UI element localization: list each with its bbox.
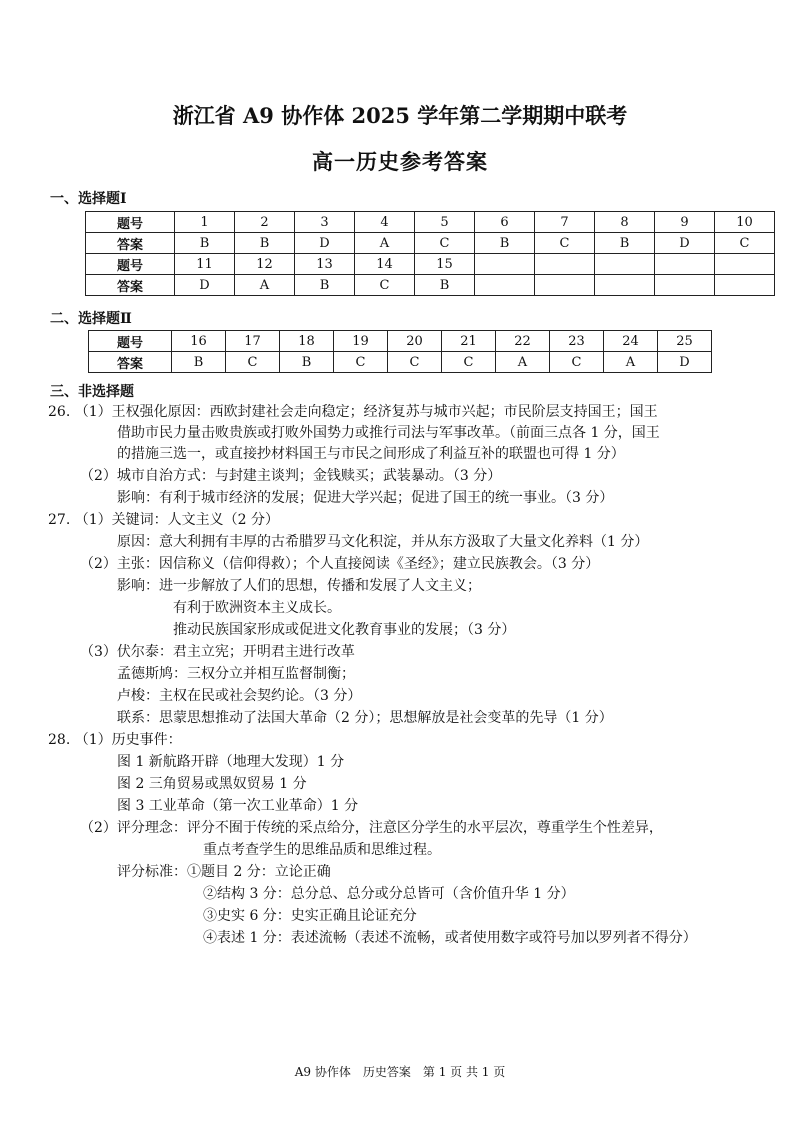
table-cell: B (172, 352, 226, 373)
table-cell (715, 275, 775, 296)
table-cell (475, 275, 535, 296)
answer-line: 26. （1）王权强化原因：西欧封建社会走向稳定；经济复苏与城市兴起；市民阶层支持国王；国王 (48, 404, 658, 420)
answer-line: 28. （1）历史事件： (48, 732, 182, 748)
document-subtitle: 高一历史参考答案 (312, 149, 488, 174)
table-row (89, 331, 712, 352)
table-cell: B (595, 233, 655, 254)
row-header-cell: 题号 (89, 331, 172, 352)
answer-line: 评分标准：①题目 2 分：立论正确 (117, 864, 331, 880)
answer-line: 推动民族国家形成或促进文化教育事业的发展；（3 分） (173, 622, 516, 638)
table-row (86, 254, 775, 275)
table-cell: C (442, 352, 496, 373)
table-cell: 5 (415, 212, 475, 233)
row-header-cell: 答案 (89, 352, 172, 373)
table-cell: D (655, 233, 715, 254)
row-header-cell: 答案 (86, 275, 175, 296)
table-cell: 6 (475, 212, 535, 233)
table-cell: A (235, 275, 295, 296)
answer-line: 重点考查学生的思维品质和思维过程。 (203, 842, 441, 858)
table-cell: 20 (388, 331, 442, 352)
section-heading-choice-2: 二、选择题Ⅱ (50, 311, 132, 327)
answer-line: 原因：意大利拥有丰厚的古希腊罗马文化积淀，并从东方汲取了大量文化养料（1 分） (117, 534, 649, 550)
table-cell: 8 (595, 212, 655, 233)
table-cell (595, 254, 655, 275)
answer-line: 孟德斯鸠：三权分立并相互监督制衡； (117, 666, 355, 682)
answer-line: （3）伏尔泰：君主立宪；开明君主进行改革 (80, 644, 355, 660)
answer-line: ④表述 1 分：表述流畅（表述不流畅，或者使用数字或符号加以罗列者不得分） (203, 930, 697, 946)
table-cell (595, 275, 655, 296)
table-cell (535, 254, 595, 275)
table-cell: 16 (172, 331, 226, 352)
table-cell: D (658, 352, 712, 373)
answer-line: 图 1 新航路开辟（地理大发现）1 分 (117, 754, 345, 770)
table-cell: B (415, 275, 475, 296)
answer-line: 影响：有利于城市经济的发展；促进大学兴起；促进了国王的统一事业。（3 分） (117, 490, 614, 506)
table-cell (655, 275, 715, 296)
answer-line: 图 3 工业革命（第一次工业革命）1 分 (117, 798, 359, 814)
document-title: 浙江省 A9 协作体 2025 学年第二学期期中联考 (172, 103, 628, 128)
answer-line: 的措施三选一，或直接抄材料国王与市民之间形成了利益互补的联盟也可得 1 分） (117, 446, 625, 462)
answer-line: ③史实 6 分：史实正确且论证充分 (203, 908, 417, 924)
table-cell: 18 (280, 331, 334, 352)
table-cell: B (175, 233, 235, 254)
table-cell: C (415, 233, 475, 254)
row-header-cell: 答案 (86, 233, 175, 254)
answer-line: （2）主张：因信称义（信仰得救）；个人直接阅读《圣经》；建立民族教会。（3 分） (80, 556, 600, 572)
table-cell: 13 (295, 254, 355, 275)
answer-line: 影响：进一步解放了人们的思想，传播和发展了人文主义； (117, 578, 481, 594)
table-row (89, 352, 712, 373)
table-cell: 17 (226, 331, 280, 352)
table-cell: 22 (496, 331, 550, 352)
answer-line: 图 2 三角贸易或黑奴贸易 1 分 (117, 776, 307, 792)
table-cell: 25 (658, 331, 712, 352)
table-cell: A (496, 352, 550, 373)
answer-line: 借助市民力量击败贵族或打败外国势力或推行司法与军事改革。（前面三点各 1 分，国王 (117, 425, 660, 441)
table-cell (475, 254, 535, 275)
table-cell: B (235, 233, 295, 254)
table-cell: 3 (295, 212, 355, 233)
table-cell: 11 (175, 254, 235, 275)
table-cell: 14 (355, 254, 415, 275)
table-cell: 23 (550, 331, 604, 352)
row-header-cell: 题号 (86, 212, 175, 233)
answer-line: （2）城市自治方式：与封建主谈判；金钱赎买；武装暴动。（3 分） (80, 468, 502, 484)
table-row (86, 233, 775, 254)
table-cell: 15 (415, 254, 475, 275)
table-cell: 21 (442, 331, 496, 352)
table-cell: 7 (535, 212, 595, 233)
table-cell: 1 (175, 212, 235, 233)
answer-line: 27. （1）关键词：人文主义（2 分） (48, 512, 279, 528)
table-cell (535, 275, 595, 296)
table-cell: 2 (235, 212, 295, 233)
answer-line: 卢梭：主权在民或社会契约论。（3 分） (117, 688, 362, 704)
table-cell: C (715, 233, 775, 254)
table-cell: 10 (715, 212, 775, 233)
table-cell: 12 (235, 254, 295, 275)
table-cell: C (334, 352, 388, 373)
page-footer: A9 协作体 历史答案 第 1 页 共 1 页 (294, 1065, 506, 1079)
table-cell (655, 254, 715, 275)
table-cell: D (295, 233, 355, 254)
table-cell: B (280, 352, 334, 373)
section-heading-choice-1: 一、选择题Ⅰ (50, 191, 127, 207)
table-cell: B (295, 275, 355, 296)
table-row (86, 275, 775, 296)
table-cell: A (604, 352, 658, 373)
table-cell: A (355, 233, 415, 254)
answer-table-1 (85, 211, 775, 296)
table-cell: 4 (355, 212, 415, 233)
table-cell: 19 (334, 331, 388, 352)
table-cell (715, 254, 775, 275)
answer-line: （2）评分理念：评分不囿于传统的采点给分，注意区分学生的水平层次，尊重学生个性差异， (80, 820, 663, 836)
table-cell: 9 (655, 212, 715, 233)
table-cell: 24 (604, 331, 658, 352)
answer-line: ②结构 3 分：总分总、总分或分总皆可（含价值升华 1 分） (203, 886, 575, 902)
answer-table-2 (88, 330, 712, 373)
answer-line: 联系：思蒙思想推动了法国大革命（2 分）；思想解放是社会变革的先导（1 分） (117, 710, 613, 726)
table-cell: C (226, 352, 280, 373)
row-header-cell: 题号 (86, 254, 175, 275)
table-row (86, 212, 775, 233)
answer-line: 有利于欧洲资本主义成长。 (173, 600, 341, 616)
table-cell: C (355, 275, 415, 296)
table-cell: C (550, 352, 604, 373)
section-heading-non-choice: 三、非选择题 (50, 384, 134, 400)
table-cell: B (475, 233, 535, 254)
table-cell: C (388, 352, 442, 373)
table-cell: C (535, 233, 595, 254)
table-cell: D (175, 275, 235, 296)
